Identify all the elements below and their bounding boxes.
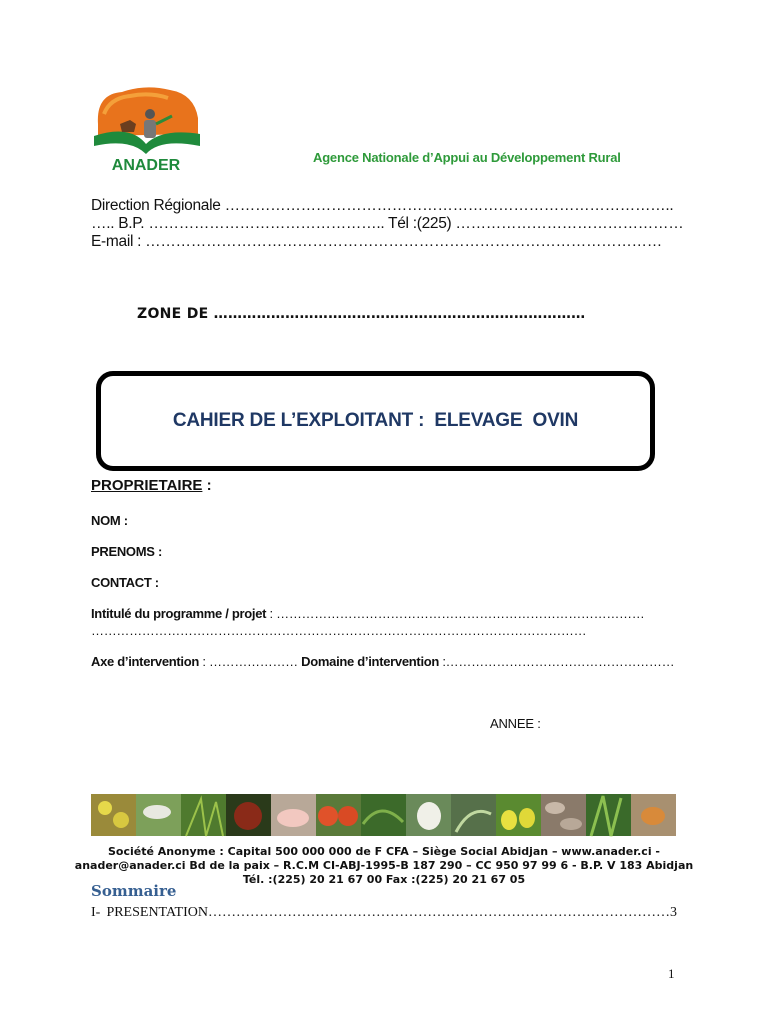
agency-name: Agence Nationale d’Appui au Développement Rural (313, 150, 621, 165)
address-line-email: E-mail : ………………………………………………………………………………………… (91, 233, 662, 250)
address-line-direction: Direction Régionale …………………………………………………………………………….. (91, 197, 674, 214)
footer-line-1: Société Anonyme : Capital 500 000 000 de F CFA – Siège Social Abidjan – www.anader.ci - (108, 845, 660, 858)
programme-field (91, 606, 644, 621)
anader-logo (90, 84, 202, 176)
owner-heading (91, 477, 212, 494)
zone-field: ZONE DE …………………………………………………………………… (137, 306, 586, 322)
title-box (96, 371, 655, 471)
footer-line-3: Tél. :(225) 20 21 67 00 Fax :(225) 20 21 67 05 (242, 873, 526, 886)
programme-dots: : …………………………………………………………………………… (266, 606, 645, 621)
logo-wordmark: ANADER (111, 157, 181, 174)
axe-label: Axe d’intervention (91, 654, 200, 669)
domaine-dots: :……………………………………………… (439, 654, 675, 669)
sommaire-heading: Sommaire (91, 882, 177, 900)
axe-dots: : ………………… (199, 654, 302, 669)
toc-entry-label: PRESENTATION……………………………………………………………………………………… (106, 905, 670, 920)
toc-entry[interactable] (91, 905, 677, 921)
contact-field: CONTACT : (91, 575, 159, 590)
owner-label: PROPRIETAIRE (91, 477, 203, 494)
document-title: CAHIER DE L’EXPLOITANT : ELEVAGE OVIN (172, 410, 579, 431)
page-number: 1 (668, 966, 675, 981)
address-line-bp-tel: ….. B.P. ……………………………………….. Tél :(225) ……………………………………… (91, 215, 684, 232)
programme-dots-line2: ……………………………………………………………………………………………………… (91, 623, 587, 638)
toc-entry-number: I- (91, 905, 101, 920)
footer-line-2: anader@anader.ci Bd de la paix – R.C.M CI-ABJ-1995-B 187 290 – CC 950 97 99 6 - B.P. V 183 Abidjan (74, 859, 694, 872)
annee-field: ANNEE : (490, 716, 541, 731)
nom-field: NOM : (91, 513, 128, 528)
programme-label: Intitulé du programme / projet (91, 606, 267, 621)
agriculture-photo-banner (91, 794, 676, 836)
company-footer (58, 845, 710, 886)
owner-colon: : (202, 477, 212, 494)
toc-entry-page: 3 (670, 905, 677, 920)
axe-domaine-field (91, 654, 674, 669)
prenoms-field: PRENOMS : (91, 544, 162, 559)
domaine-label: Domaine d’intervention (301, 654, 440, 669)
